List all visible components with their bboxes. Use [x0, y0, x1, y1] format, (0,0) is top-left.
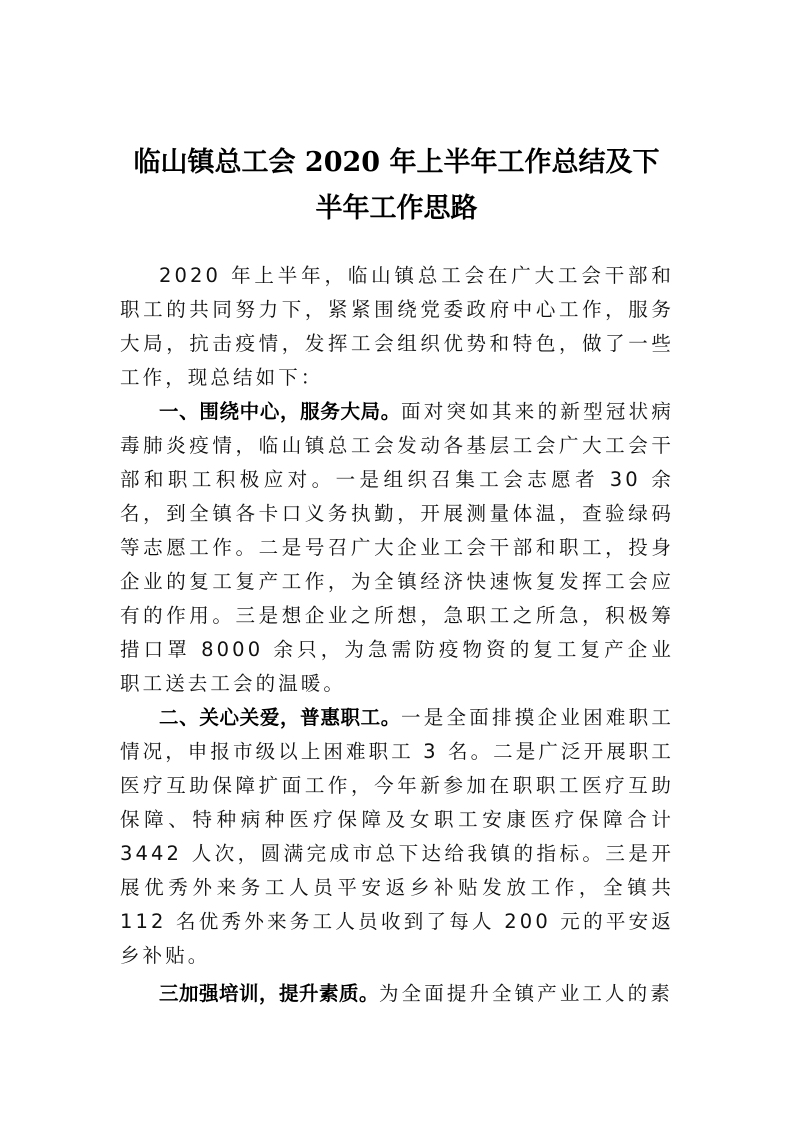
- document-body: [120, 259, 674, 1011]
- title-line-2: 半年工作思路: [315, 193, 478, 224]
- section-2-paragraph: [120, 701, 674, 973]
- section-3-text: 为全面提升全镇产业工人的素: [379, 982, 673, 1005]
- section-2-text: 一是全面排摸企业困难职工情况，申报市级以上困难职工 3 名。二是广泛开展职工医疗互助保障扩面工作，今年新参加在职职工医疗互助保障、特种病种医疗保障及女职工安康医疗保障合计 3442 人次，圆满完成市总下达给我镇的指标。三是开展优秀外来务工人员平安返乡补贴发放工作，全镇共 112 名优秀外来务工人员收到了每人 200 元的平安返乡补贴。: [120, 706, 674, 967]
- section-1-paragraph: [120, 395, 674, 701]
- section-3-paragraph: [120, 977, 674, 1011]
- intro-paragraph: 2020 年上半年，临山镇总工会在广大工会干部和职工的共同努力下，紧紧围绕党委政府中心工作，服务大局，抗击疫情，发挥工会组织优势和特色，做了一些工作，现总结如下：: [120, 264, 674, 389]
- section-3-heading: 三加强培训，提升素质。: [159, 982, 380, 1005]
- title-line-1: 临山镇总工会 2020 年上半年工作总结及下: [133, 147, 660, 178]
- section-1-heading: 一、围绕中心，服务大局。: [159, 400, 401, 423]
- section-2-heading: 二、关心关爱，普惠职工。: [159, 706, 401, 729]
- section-1-text: 面对突如其来的新型冠状病毒肺炎疫情，临山镇总工会发动各基层工会广大工会干部和职工积极应对。一是组织召集工会志愿者 30 余名，到全镇各卡口义务执勤，开展测量体温，查验绿码等志愿工作。二是号召广大企业工会干部和职工，投身企业的复工复产工作，为全镇经济快速恢复发挥工会应有的作用。三是想企业之所想，急职工之所急，积极筹措口罩 8000 余只，为急需防疫物资的复工复产企业职工送去工会的温暖。: [120, 400, 674, 695]
- document-title: [100, 140, 693, 232]
